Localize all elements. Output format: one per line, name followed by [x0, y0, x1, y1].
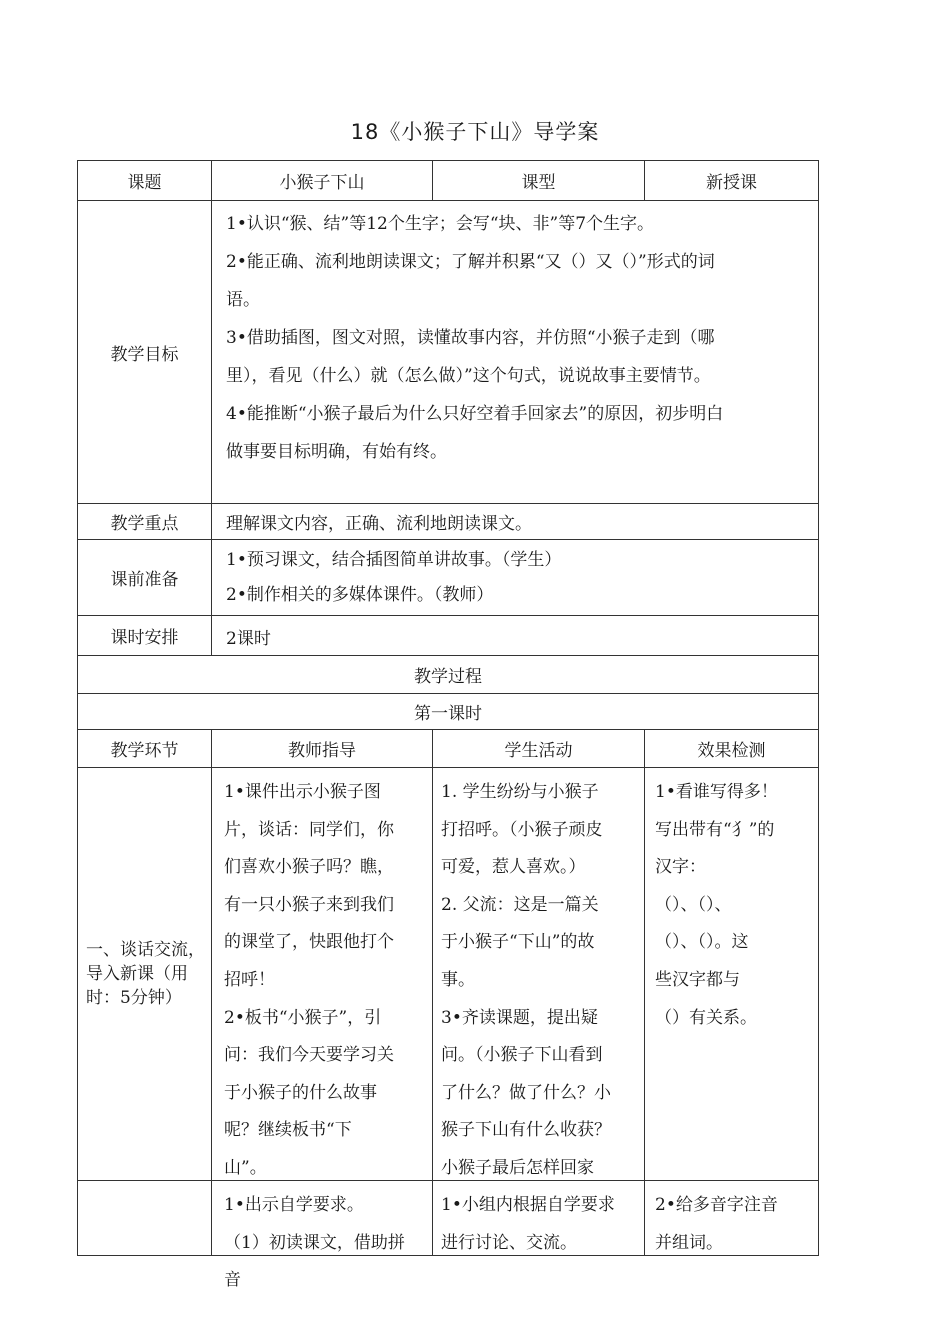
student-line: 可爱，惹人喜欢。） [441, 857, 586, 878]
process-row [78, 1181, 819, 1256]
key-point-label: 教学重点 [78, 504, 212, 540]
type-label: 课型 [433, 161, 645, 201]
process-heading-row [78, 656, 819, 694]
lesson-plan-table [77, 160, 819, 1291]
teacher-line: 们喜欢小猴子吗？瞧， [224, 857, 394, 878]
topic-value: 小猴子下山 [212, 161, 433, 201]
student-line: 了什么？做了什么？小 [441, 1082, 611, 1103]
student-line: 进行讨论、交流。 [441, 1232, 577, 1253]
column-header: 教师指导 [212, 730, 433, 768]
objectives-row [78, 201, 819, 504]
check-line: 些汉字都与 [655, 969, 740, 990]
teacher-line: 招呼！ [224, 969, 275, 990]
student-line: 2. 父流：这是一篇关 [441, 894, 599, 915]
check-line: （）、（）、 [655, 894, 732, 915]
objectives-label: 教学目标 [78, 201, 212, 504]
check-line: （）、（）。这 [655, 932, 749, 953]
check-line: 并组词。 [655, 1232, 723, 1253]
objective-line: 1•认识“猴、结”等12个生字；会写“块、非”等7个生字。 [226, 214, 655, 234]
check-cell [645, 768, 819, 1181]
teacher-line: 片，谈话：同学们，你 [224, 819, 394, 840]
check-line: 2•给多音字注音 [655, 1195, 778, 1215]
preparation-content [212, 540, 819, 616]
header-row [78, 161, 819, 201]
column-header: 效果检测 [645, 730, 819, 768]
process-heading: 教学过程 [78, 656, 819, 694]
stage-cell [78, 768, 212, 1181]
teacher-line: 音 [224, 1270, 241, 1291]
column-header: 学生活动 [433, 730, 645, 768]
student-line: 于小猴子“下山”的故 [441, 932, 595, 953]
teacher-cell [212, 1181, 433, 1291]
key-point-text: 理解课文内容，正确、流利地朗读课文。 [212, 504, 819, 540]
check-cell [645, 1181, 819, 1256]
preparation-label: 课前准备 [78, 540, 212, 616]
preparation-line: 2•制作相关的多媒体课件。（教师） [226, 584, 494, 605]
check-line: 汉字： [655, 857, 706, 878]
document-title: 18《小猴子下山》导学案 [350, 120, 600, 144]
student-line: 1. 学生纷纷与小猴子 [441, 782, 599, 802]
check-line: 写出带有“犭”的 [655, 819, 775, 840]
preparation-line: 1•预习课文，结合插图简单讲故事。（学生） [226, 549, 562, 570]
type-value: 新授课 [645, 161, 819, 201]
check-line: （）有关系。 [655, 1007, 757, 1028]
teacher-line: 山”。 [224, 1157, 267, 1178]
lesson-heading: 第一课时 [78, 694, 819, 730]
student-line: 事。 [441, 969, 475, 990]
student-line: 问。（小猴子下山看到 [441, 1045, 603, 1066]
student-cell [433, 1181, 645, 1256]
objective-line: 2•能正确、流利地朗读课文；了解并积累“又（）又（）”形式的词 [226, 252, 715, 272]
teacher-line: 1•出示自学要求。 [224, 1195, 364, 1215]
teacher-line: 于小猴子的什么故事 [224, 1082, 377, 1103]
schedule-row [78, 616, 819, 656]
student-line: 1•小组内根据自学要求 [441, 1195, 615, 1215]
student-line: 打招呼。（小猴子顽皮 [441, 819, 603, 840]
stage-line: 一、谈话交流， [86, 940, 205, 960]
student-line: 3•齐读课题，提出疑 [441, 1007, 598, 1028]
preparation-row [78, 540, 819, 616]
teacher-line: 1•课件出示小猴子图 [224, 782, 381, 802]
teacher-line: 的课堂了，快跟他打个 [224, 932, 394, 953]
column-header: 教学环节 [78, 730, 212, 768]
objective-line: 4•能推断“小猴子最后为什么只好空着手回家去”的原因，初步明白 [226, 404, 724, 424]
key-point-row [78, 504, 819, 540]
schedule-label: 课时安排 [78, 616, 212, 656]
teacher-line: 呢？继续板书“下 [224, 1120, 352, 1141]
teacher-cell [212, 768, 433, 1181]
process-row [78, 768, 819, 1181]
student-line: 猴子下山有什么收获？ [441, 1120, 611, 1141]
lesson-heading-row [78, 694, 819, 730]
topic-label: 课题 [78, 161, 212, 201]
schedule-text: 2课时 [212, 616, 819, 656]
objectives-content [212, 201, 819, 504]
teacher-line: （1）初读课文，借助拼 [224, 1232, 405, 1253]
stage-line: 时：5分钟） [86, 988, 182, 1008]
objective-line: 语。 [226, 290, 260, 310]
objective-line: 3•借助插图，图文对照，读懂故事内容，并仿照“小猴子走到（哪 [226, 328, 715, 348]
teacher-line: 问：我们今天要学习关 [224, 1045, 394, 1066]
column-header-row [78, 730, 819, 768]
student-line: 小猴子最后怎样回家 [441, 1157, 594, 1178]
teacher-line: 2•板书“小猴子”，引 [224, 1007, 382, 1028]
stage-cell [78, 1181, 212, 1256]
objective-line: 里），看见（什么）就（怎么做）”这个句式，说说故事主要情节。 [226, 366, 711, 386]
student-cell [433, 768, 645, 1181]
stage-line: 导入新课（用 [86, 964, 188, 984]
teacher-line: 有一只小猴子来到我们 [224, 894, 394, 915]
check-line: 1•看谁写得多！ [655, 782, 778, 802]
objective-line: 做事要目标明确，有始有终。 [226, 442, 447, 462]
